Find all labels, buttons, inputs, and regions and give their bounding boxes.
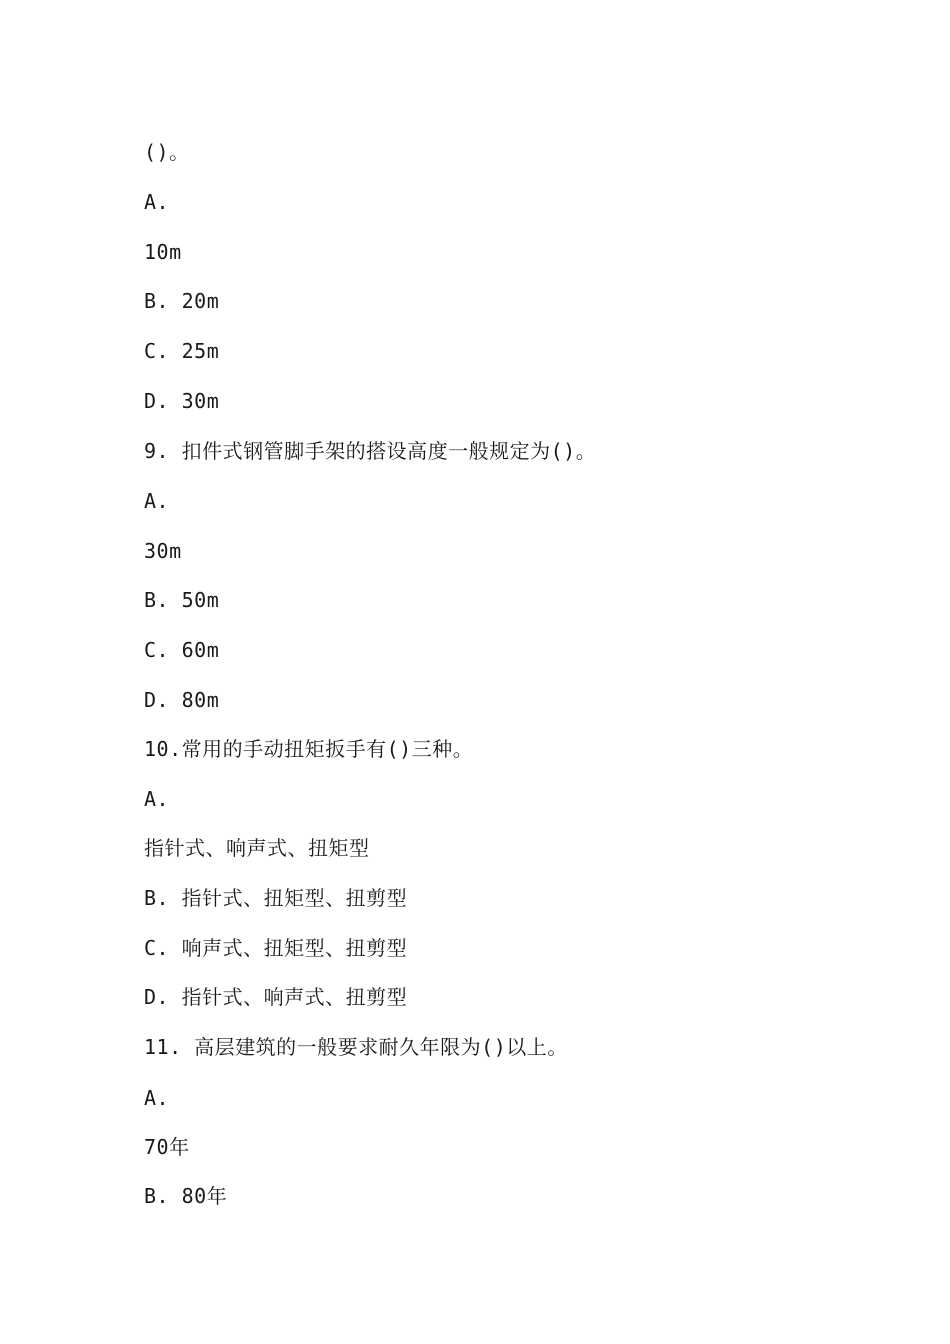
question-9-option-c: C. 60m (144, 638, 220, 662)
question-9-stem: 9. 扣件式钢管脚手架的搭设高度一般规定为()。 (144, 439, 597, 463)
question-10-option-d: D. 指针式、响声式、扭剪型 (144, 985, 408, 1009)
question-11-stem: 11. 高层建筑的一般要求耐久年限为()以上。 (144, 1035, 568, 1059)
question-10-option-c: C. 响声式、扭矩型、扭剪型 (144, 936, 408, 960)
question-10-option-a-label: A. (144, 787, 170, 811)
question-11-option-a-text: 70年 (144, 1135, 190, 1159)
question-8-option-a-label: A. (144, 190, 170, 214)
question-9-option-a-label: A. (144, 489, 170, 513)
question-8-option-a-text: 10m (144, 240, 182, 264)
question-10-option-b: B. 指针式、扭矩型、扭剪型 (144, 886, 408, 910)
question-10-option-a-text: 指针式、响声式、扭矩型 (144, 836, 370, 860)
question-9-option-d: D. 80m (144, 688, 220, 712)
question-8-option-d: D. 30m (144, 389, 220, 413)
question-10-stem: 10.常用的手动扭矩扳手有()三种。 (144, 737, 474, 761)
question-9-option-b: B. 50m (144, 588, 220, 612)
question-11-option-b: B. 80年 (144, 1184, 228, 1208)
question-9-option-a-text: 30m (144, 539, 182, 563)
question-8-option-b: B. 20m (144, 289, 220, 313)
question-8-option-c: C. 25m (144, 339, 220, 363)
question-11-option-a-label: A. (144, 1086, 170, 1110)
question-8-stem-end: ()。 (144, 140, 190, 164)
